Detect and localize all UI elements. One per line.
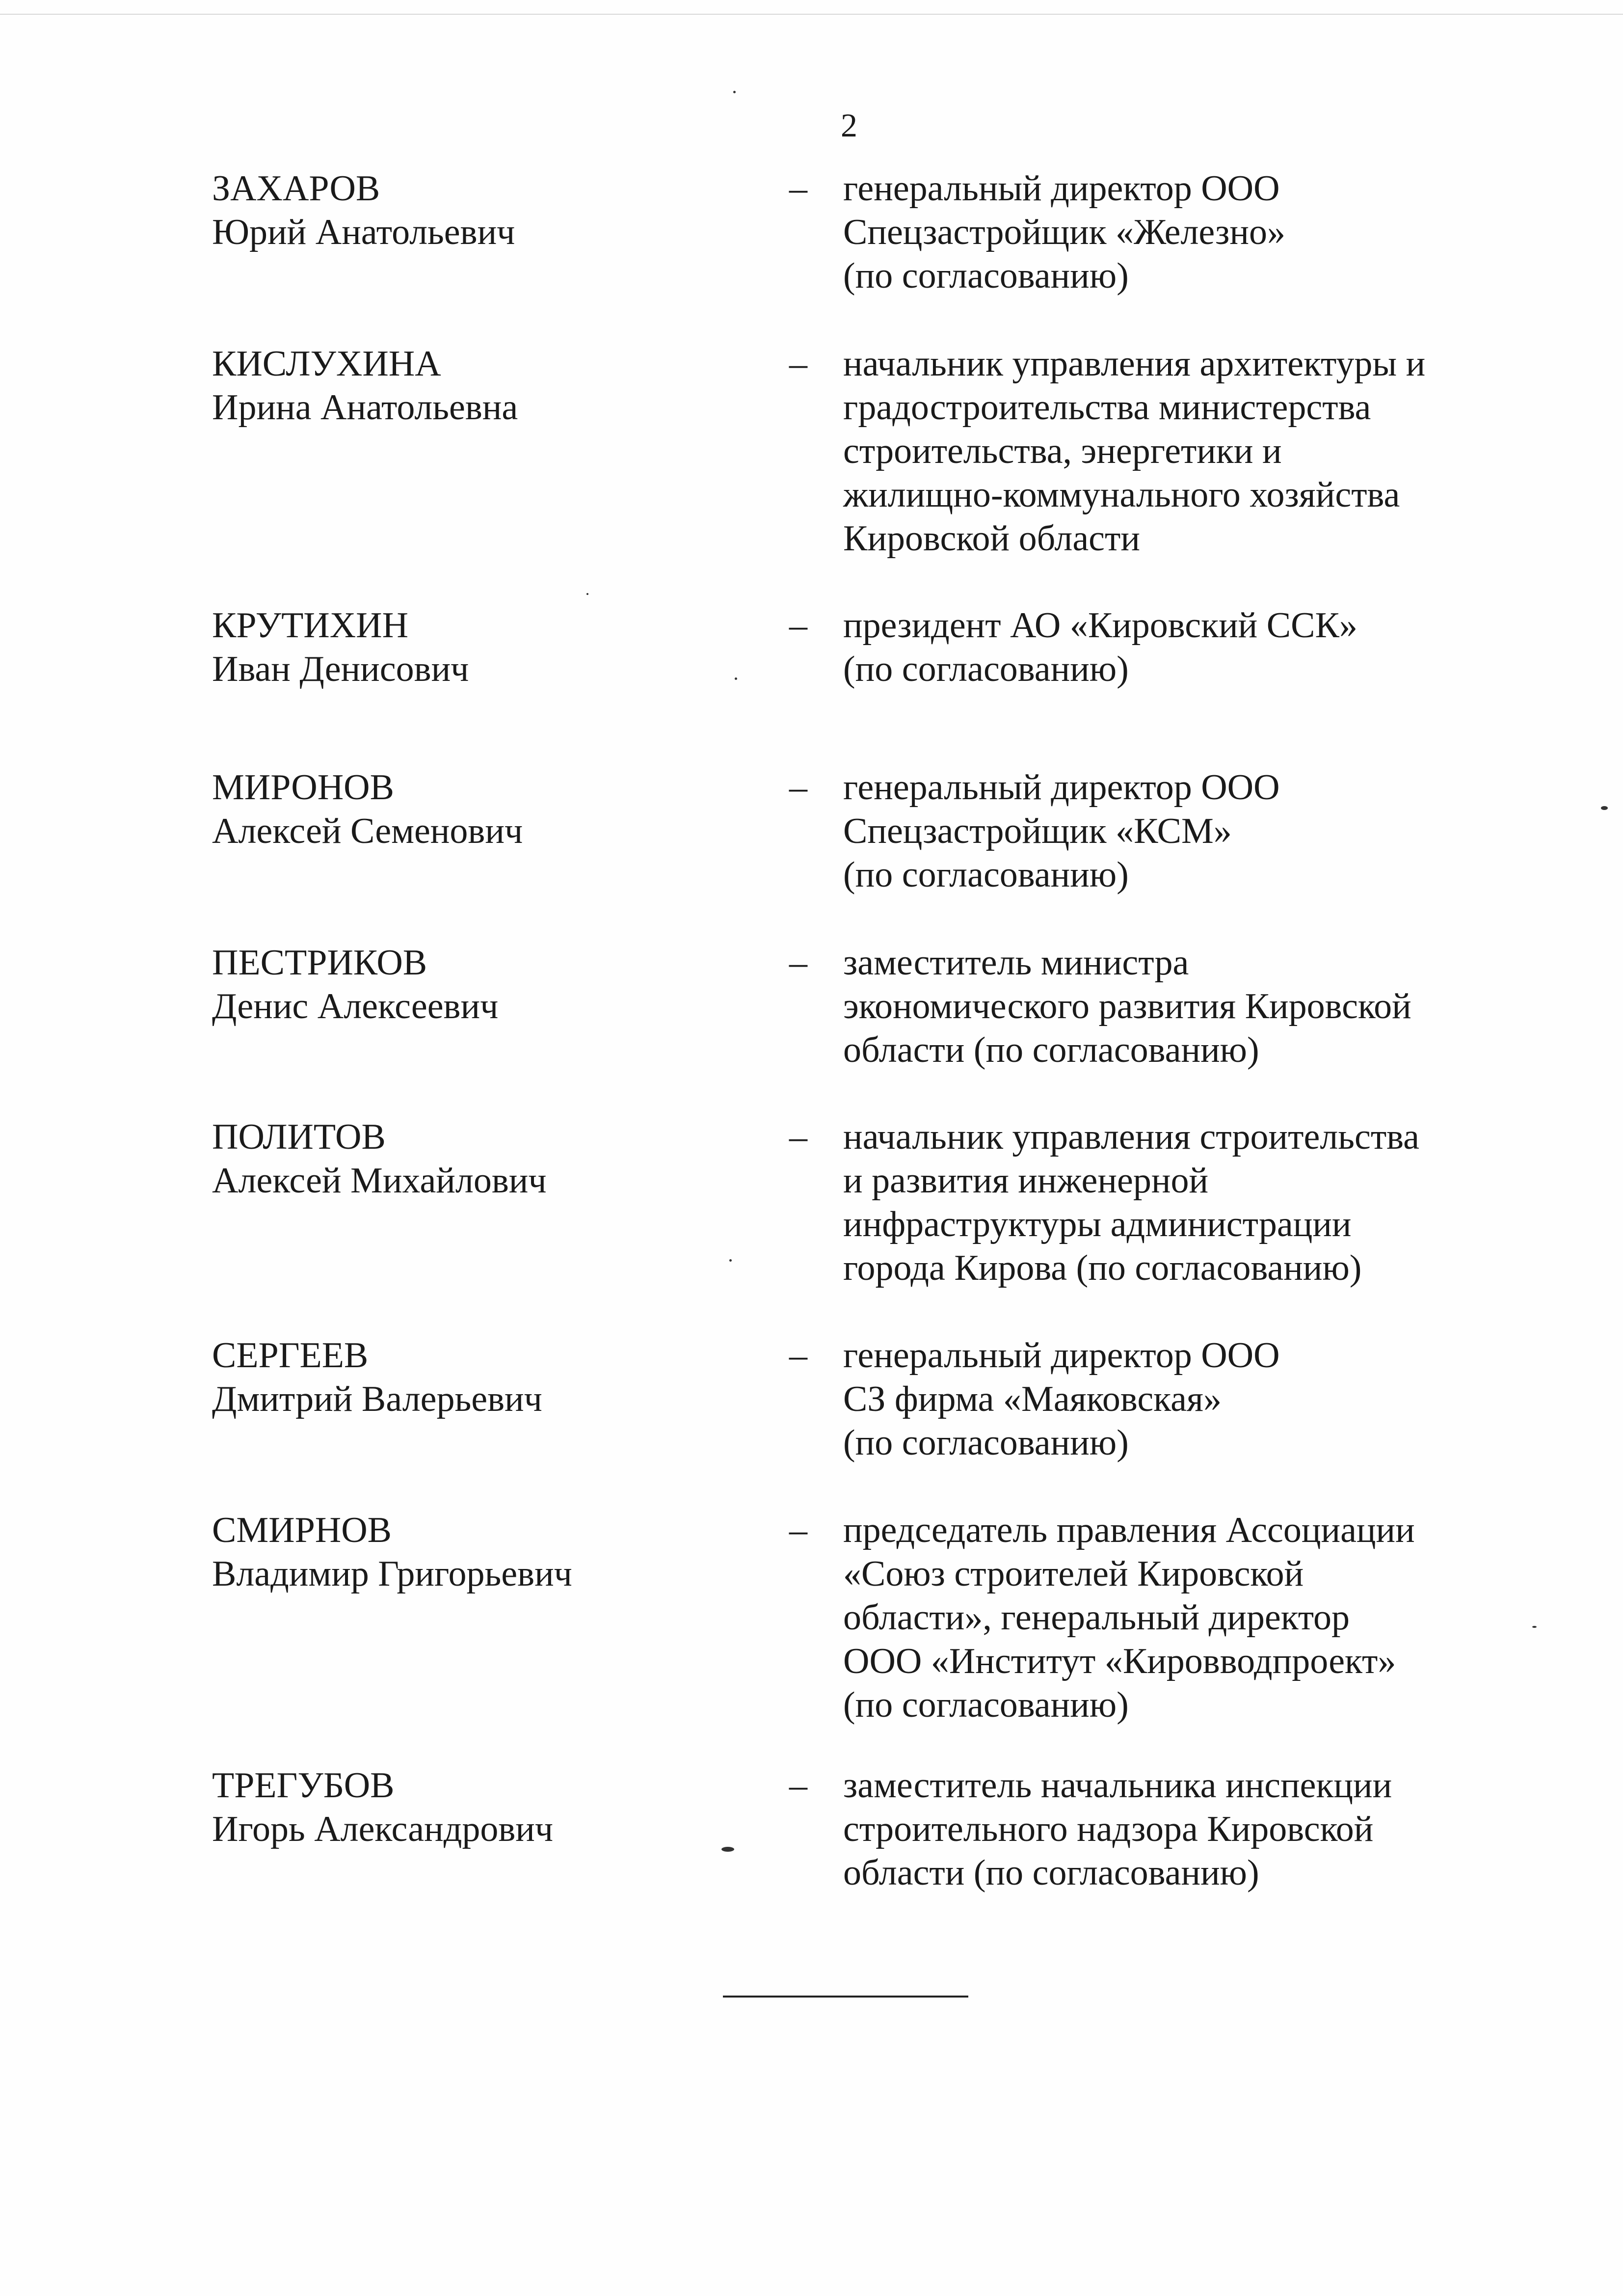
position-line: начальник управления строительства [843, 1117, 1419, 1157]
position-line: генеральный директор ООО [843, 168, 1280, 209]
position-line: (по согласованию) [843, 1423, 1129, 1463]
page-number: 2 [841, 107, 857, 144]
scan-speck [729, 1259, 732, 1262]
position-line: ООО «Институт «Кировводпроект» [843, 1641, 1396, 1681]
position-line: Кировской области [843, 518, 1140, 559]
position-line: области (по согласованию) [843, 1030, 1259, 1070]
dash-separator: – [789, 168, 807, 209]
person-name [212, 766, 776, 853]
position-line: области (по согласованию) [843, 1853, 1259, 1893]
given-names: Игорь Александрович [212, 1809, 554, 1849]
position-description [843, 1334, 1496, 1465]
person-name [212, 1764, 776, 1851]
dash-separator: – [789, 605, 807, 646]
position-line: (по согласованию) [843, 855, 1129, 895]
person-name [212, 604, 776, 691]
given-names: Владимир Григорьевич [212, 1554, 572, 1594]
position-line: заместитель министра [843, 943, 1189, 983]
given-names: Иван Денисович [212, 649, 469, 689]
position-line: жилищно-коммунального хозяйства [843, 475, 1400, 515]
surname: ПОЛИТОВ [212, 1117, 386, 1157]
person-name [212, 1334, 776, 1421]
dash-separator: – [789, 1765, 807, 1806]
surname: ТРЕГУБОВ [212, 1765, 395, 1806]
position-line: Спецзастройщик «Железно» [843, 212, 1286, 252]
person-name [212, 1115, 776, 1203]
position-description [843, 342, 1496, 561]
person-name [212, 342, 776, 430]
given-names: Ирина Анатольевна [212, 387, 518, 428]
position-line: генеральный директор ООО [843, 767, 1280, 808]
position-line: «Союз строителей Кировской [843, 1554, 1304, 1594]
dash-separator: – [789, 767, 807, 808]
position-line: города Кирова (по согласованию) [843, 1248, 1362, 1288]
position-description [843, 766, 1496, 897]
position-line: и развития инженерной [843, 1161, 1209, 1201]
dash-separator: – [789, 1510, 807, 1550]
surname: МИРОНОВ [212, 767, 394, 808]
scan-speck [735, 677, 737, 680]
position-line: президент АО «Кировский ССК» [843, 605, 1357, 646]
surname: ЗАХАРОВ [212, 168, 380, 209]
given-names: Алексей Семенович [212, 811, 523, 851]
given-names: Дмитрий Валерьевич [212, 1379, 542, 1419]
dash-separator: – [789, 344, 807, 384]
position-description [843, 167, 1496, 298]
position-line: начальник управления архитектуры и [843, 344, 1426, 384]
person-name [212, 167, 776, 254]
surname: ПЕСТРИКОВ [212, 943, 427, 983]
end-of-list-rule [723, 1996, 968, 1998]
position-line: СЗ фирма «Маяковская» [843, 1379, 1222, 1419]
scan-edge [0, 14, 1623, 15]
position-line: заместитель начальника инспекции [843, 1765, 1392, 1806]
dash-separator: – [789, 943, 807, 983]
surname: КРУТИХИН [212, 605, 409, 646]
position-line: инфраструктуры администрации [843, 1204, 1352, 1244]
given-names: Юрий Анатольевич [212, 212, 515, 252]
position-description [843, 941, 1496, 1072]
position-line: экономического развития Кировской [843, 986, 1411, 1026]
position-line: строительного надзора Кировской [843, 1809, 1374, 1849]
given-names: Денис Алексеевич [212, 986, 499, 1026]
scan-speck [733, 91, 736, 93]
dash-separator: – [789, 1335, 807, 1376]
position-description [843, 1764, 1496, 1895]
position-description [843, 1115, 1496, 1290]
scan-speck [1601, 806, 1608, 810]
surname: КИСЛУХИНА [212, 344, 441, 384]
position-line: председатель правления Ассоциации [843, 1510, 1415, 1550]
position-description [843, 604, 1496, 691]
scan-speck [1532, 1626, 1537, 1628]
position-line: (по согласованию) [843, 649, 1129, 689]
surname: СМИРНОВ [212, 1510, 392, 1550]
scan-speck [586, 593, 588, 595]
position-line: (по согласованию) [843, 256, 1129, 296]
position-line: (по согласованию) [843, 1685, 1129, 1725]
person-name [212, 1509, 776, 1596]
surname: СЕРГЕЕВ [212, 1335, 369, 1376]
position-line: генеральный директор ООО [843, 1335, 1280, 1376]
person-name [212, 941, 776, 1028]
scan-speck [721, 1847, 734, 1852]
position-line: строительства, энергетики и [843, 431, 1282, 471]
given-names: Алексей Михайлович [212, 1161, 547, 1201]
position-description [843, 1509, 1496, 1727]
position-line: области», генеральный директор [843, 1597, 1350, 1638]
dash-separator: – [789, 1117, 807, 1157]
position-line: Спецзастройщик «КСМ» [843, 811, 1232, 851]
position-line: градостроительства министерства [843, 387, 1371, 428]
